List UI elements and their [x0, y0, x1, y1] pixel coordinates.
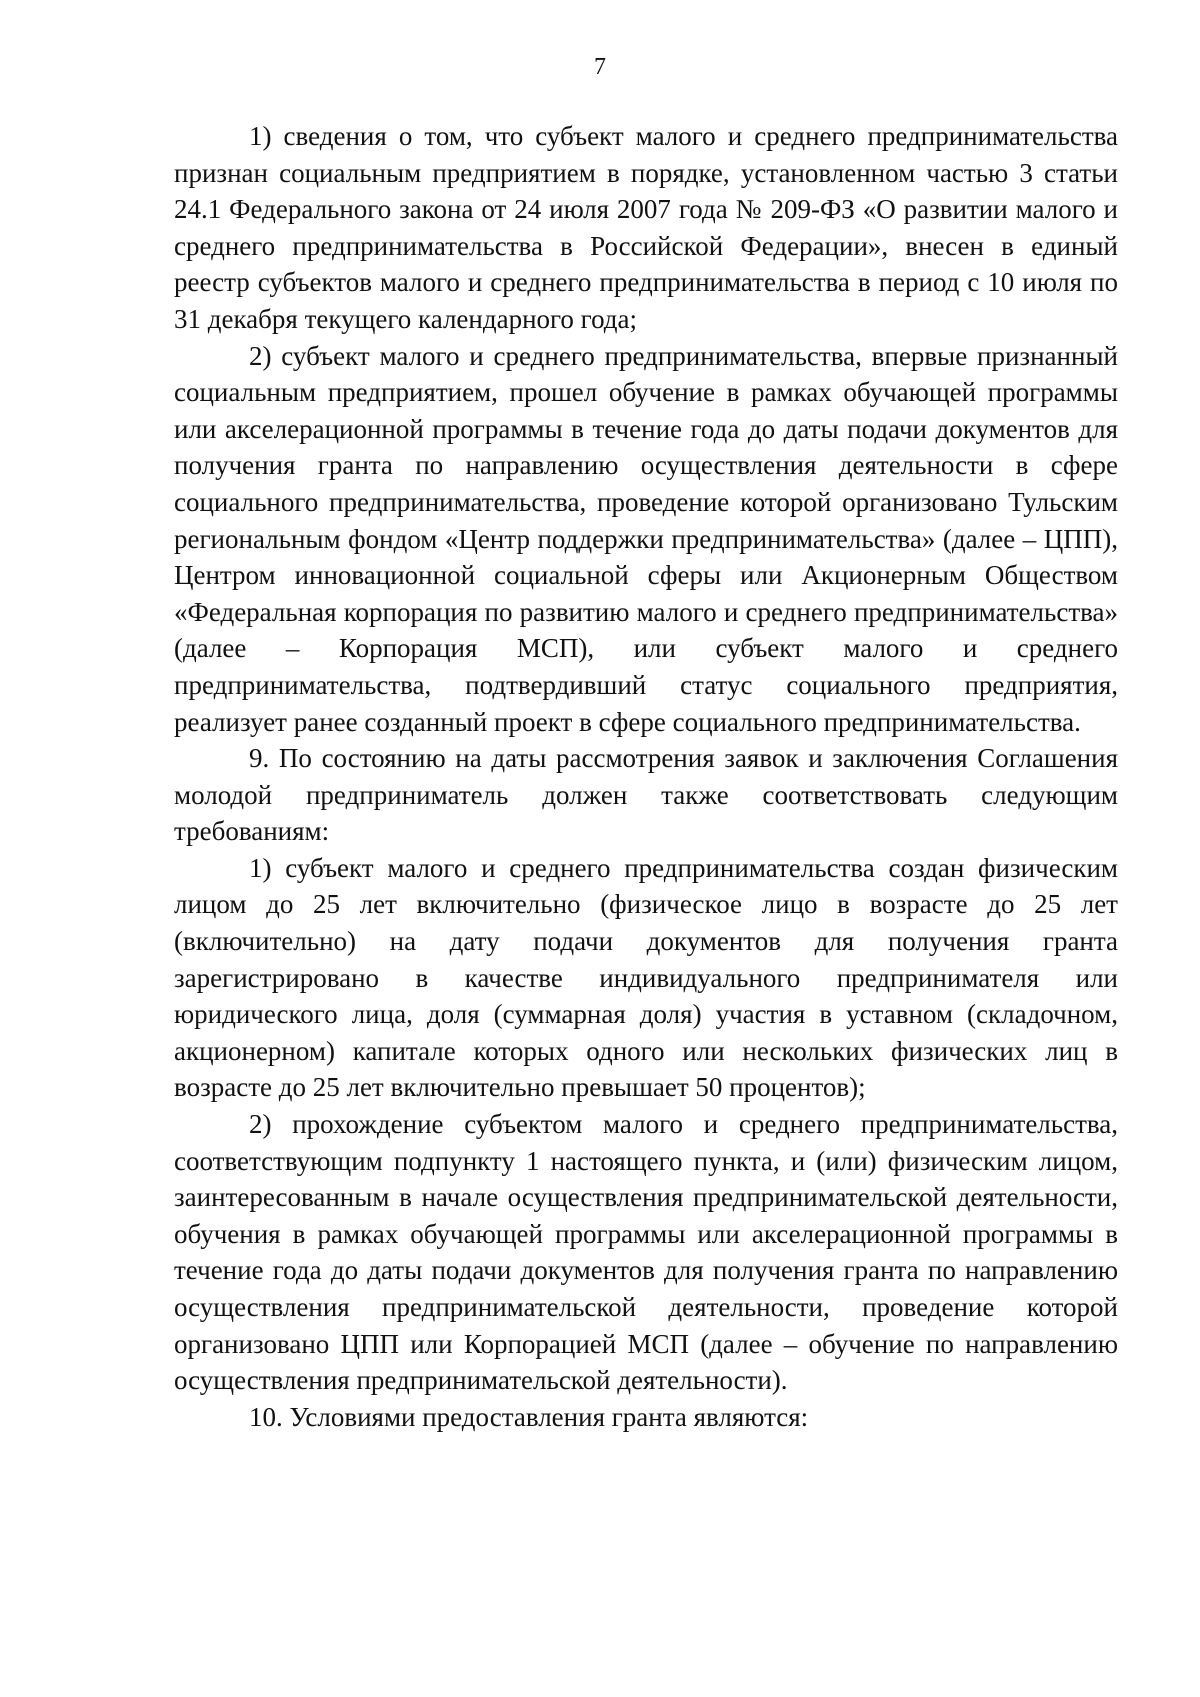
page-number: 7	[594, 54, 606, 80]
paragraph-clause-9-item-2: 2) прохождение субъектом малого и среднего предпринимательства, соответствующим подпункту 1 настоящего пункта, и (или) физическим лицом, заинтересованным в начале осуществления предпринимательской деятельности, обучения в рамках обучающей программы или акселерационной программы в течение года до даты подачи документов для получения гранта по направлению осуществления предпринимательской деятельности, проведение которой организовано ЦПП или Корпорацией МСП (далее – обучение по направлению осуществления предпринимательской деятельности).	[174, 1109, 1118, 1396]
paragraph-item-1-social-enterprise-register: 1) сведения о том, что субъект малого и среднего предпринимательства признан социальным предприятием в порядке, установленном частью 3 статьи 24.1 Федерального закона от 24 июля 2007 года № 209-ФЗ «О развитии малого и среднего предпринимательства в Российской Федерации», внесен в единый реестр субъектов малого и среднего предпринимательства в период с 10 июля по 31 декабря текущего календарного года;	[174, 121, 1118, 334]
paragraph-item-2-training-program: 2) субъект малого и среднего предпринимательства, впервые признанный социальным предприятием, прошел обучение в рамках обучающей программы или акселерационной программы в течение года до даты подачи документов для получения гранта по направлению осуществления деятельности в сфере социального предпринимательства, проведение которой организовано Тульским региональным фондом «Центр поддержки предпринимательства» (далее – ЦПП), Центром инновационной социальной сферы или Акционерным Обществом «Федеральная корпорация по развитию малого и среднего предпринимательства» (далее – Корпорация МСП), или субъект малого и среднего предпринимательства, подтвердивший статус социального предприятия, реализует ранее созданный проект в сфере социального предпринимательства.	[174, 340, 1118, 737]
paragraph-clause-10: 10. Условиями предоставления гранта являются:	[249, 1401, 809, 1432]
paragraph-clause-9-item-1: 1) субъект малого и среднего предпринимательства создан физическим лицом до 25 лет включительно (физическое лицо в возрасте до 25 лет (включительно) на дату подачи документов для получения гранта зарегистрировано в качестве индивидуального предпринимателя или юридического лица, доля (суммарная доля) участия в уставном (складочном, акционерном) капитале которых одного или нескольких физических лиц в возрасте до 25 лет включительно превышает 50 процентов);	[174, 852, 1118, 1103]
document-body	[174, 118, 1118, 1435]
paragraph-clause-9: 9. По состоянию на даты рассмотрения заявок и заключения Соглашения молодой предприниматель должен также соответствовать следующим требованиям:	[174, 743, 1118, 847]
